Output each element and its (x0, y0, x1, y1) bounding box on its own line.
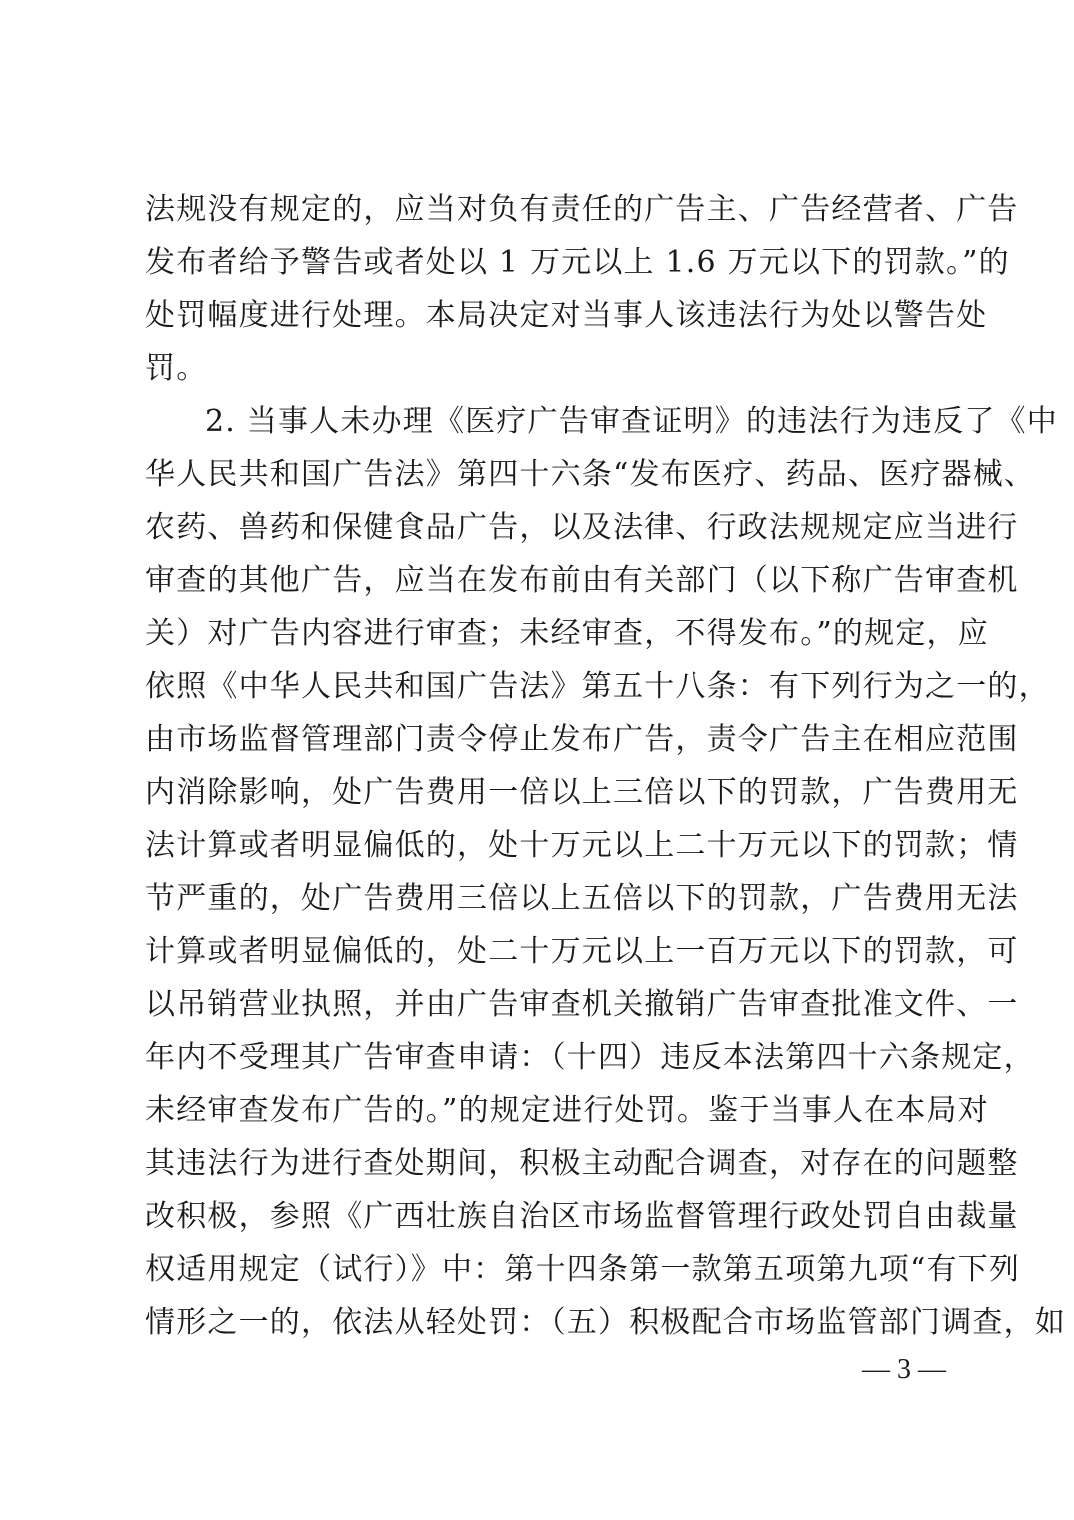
text-line: 由市场监督管理部门责令停止发布广告，责令广告主在相应范围 (145, 722, 1019, 757)
text-line: 农药、兽药和保健食品广告，以及法律、行政法规规定应当进行 (145, 510, 1019, 545)
text-line: 罚。 (145, 351, 208, 386)
text-line: 法规没有规定的，应当对负有责任的广告主、广告经营者、广告 (145, 192, 1019, 227)
text-line: 关）对广告内容进行审查；未经审查，不得发布。”的规定，应 (145, 616, 989, 651)
paragraph-continued (145, 183, 1019, 395)
text-line: 审查的其他广告，应当在发布前由有关部门（以下称广告审查机 (145, 563, 1019, 598)
text-line: 华人民共和国广告法》第四十六条“发布医疗、药品、医疗器械、 (145, 457, 1036, 492)
page-number: — 3 — (862, 1354, 946, 1385)
text-line: 年内不受理其广告审查申请：（十四）违反本法第四十六条规定， (145, 1040, 1035, 1075)
text-line: 其违法行为进行查处期间，积极主动配合调查，对存在的问题整 (145, 1146, 1019, 1181)
text-line: 计算或者明显偏低的，处二十万元以上一百万元以下的罚款，可 (145, 934, 1019, 969)
text-line: 权适用规定（试行）》中：第十四条第一款第五项第九项“有下列 (145, 1252, 1021, 1287)
body-text (145, 183, 1066, 1349)
text-line: 法计算或者明显偏低的，处十万元以上二十万元以下的罚款；情 (145, 828, 1019, 863)
text-line: 节严重的，处广告费用三倍以上五倍以下的罚款，广告费用无法 (145, 881, 1019, 916)
text-line: 以吊销营业执照，并由广告审查机关撤销广告审查批准文件、一 (145, 987, 1019, 1022)
text-line: 2. 当事人未办理《医疗广告审查证明》的违法行为违反了《中 (205, 404, 1058, 439)
paragraph-item-2 (145, 395, 1066, 1349)
text-line: 发布者给予警告或者处以 1 万元以上 1.6 万元以下的罚款。”的 (145, 245, 1010, 280)
text-line: 处罚幅度进行处理。本局决定对当事人该违法行为处以警告处 (145, 298, 988, 333)
text-line: 未经审查发布广告的。”的规定进行处罚。鉴于当事人在本局对 (145, 1093, 989, 1128)
text-line: 情形之一的，依法从轻处罚：（五）积极配合市场监管部门调查，如 (145, 1305, 1066, 1340)
text-line: 内消除影响，处广告费用一倍以上三倍以下的罚款，广告费用无 (145, 775, 1019, 810)
text-line: 改积极，参照《广西壮族自治区市场监督管理行政处罚自由裁量 (145, 1199, 1019, 1234)
text-line: 依照《中华人民共和国广告法》第五十八条：有下列行为之一的， (145, 669, 1050, 704)
